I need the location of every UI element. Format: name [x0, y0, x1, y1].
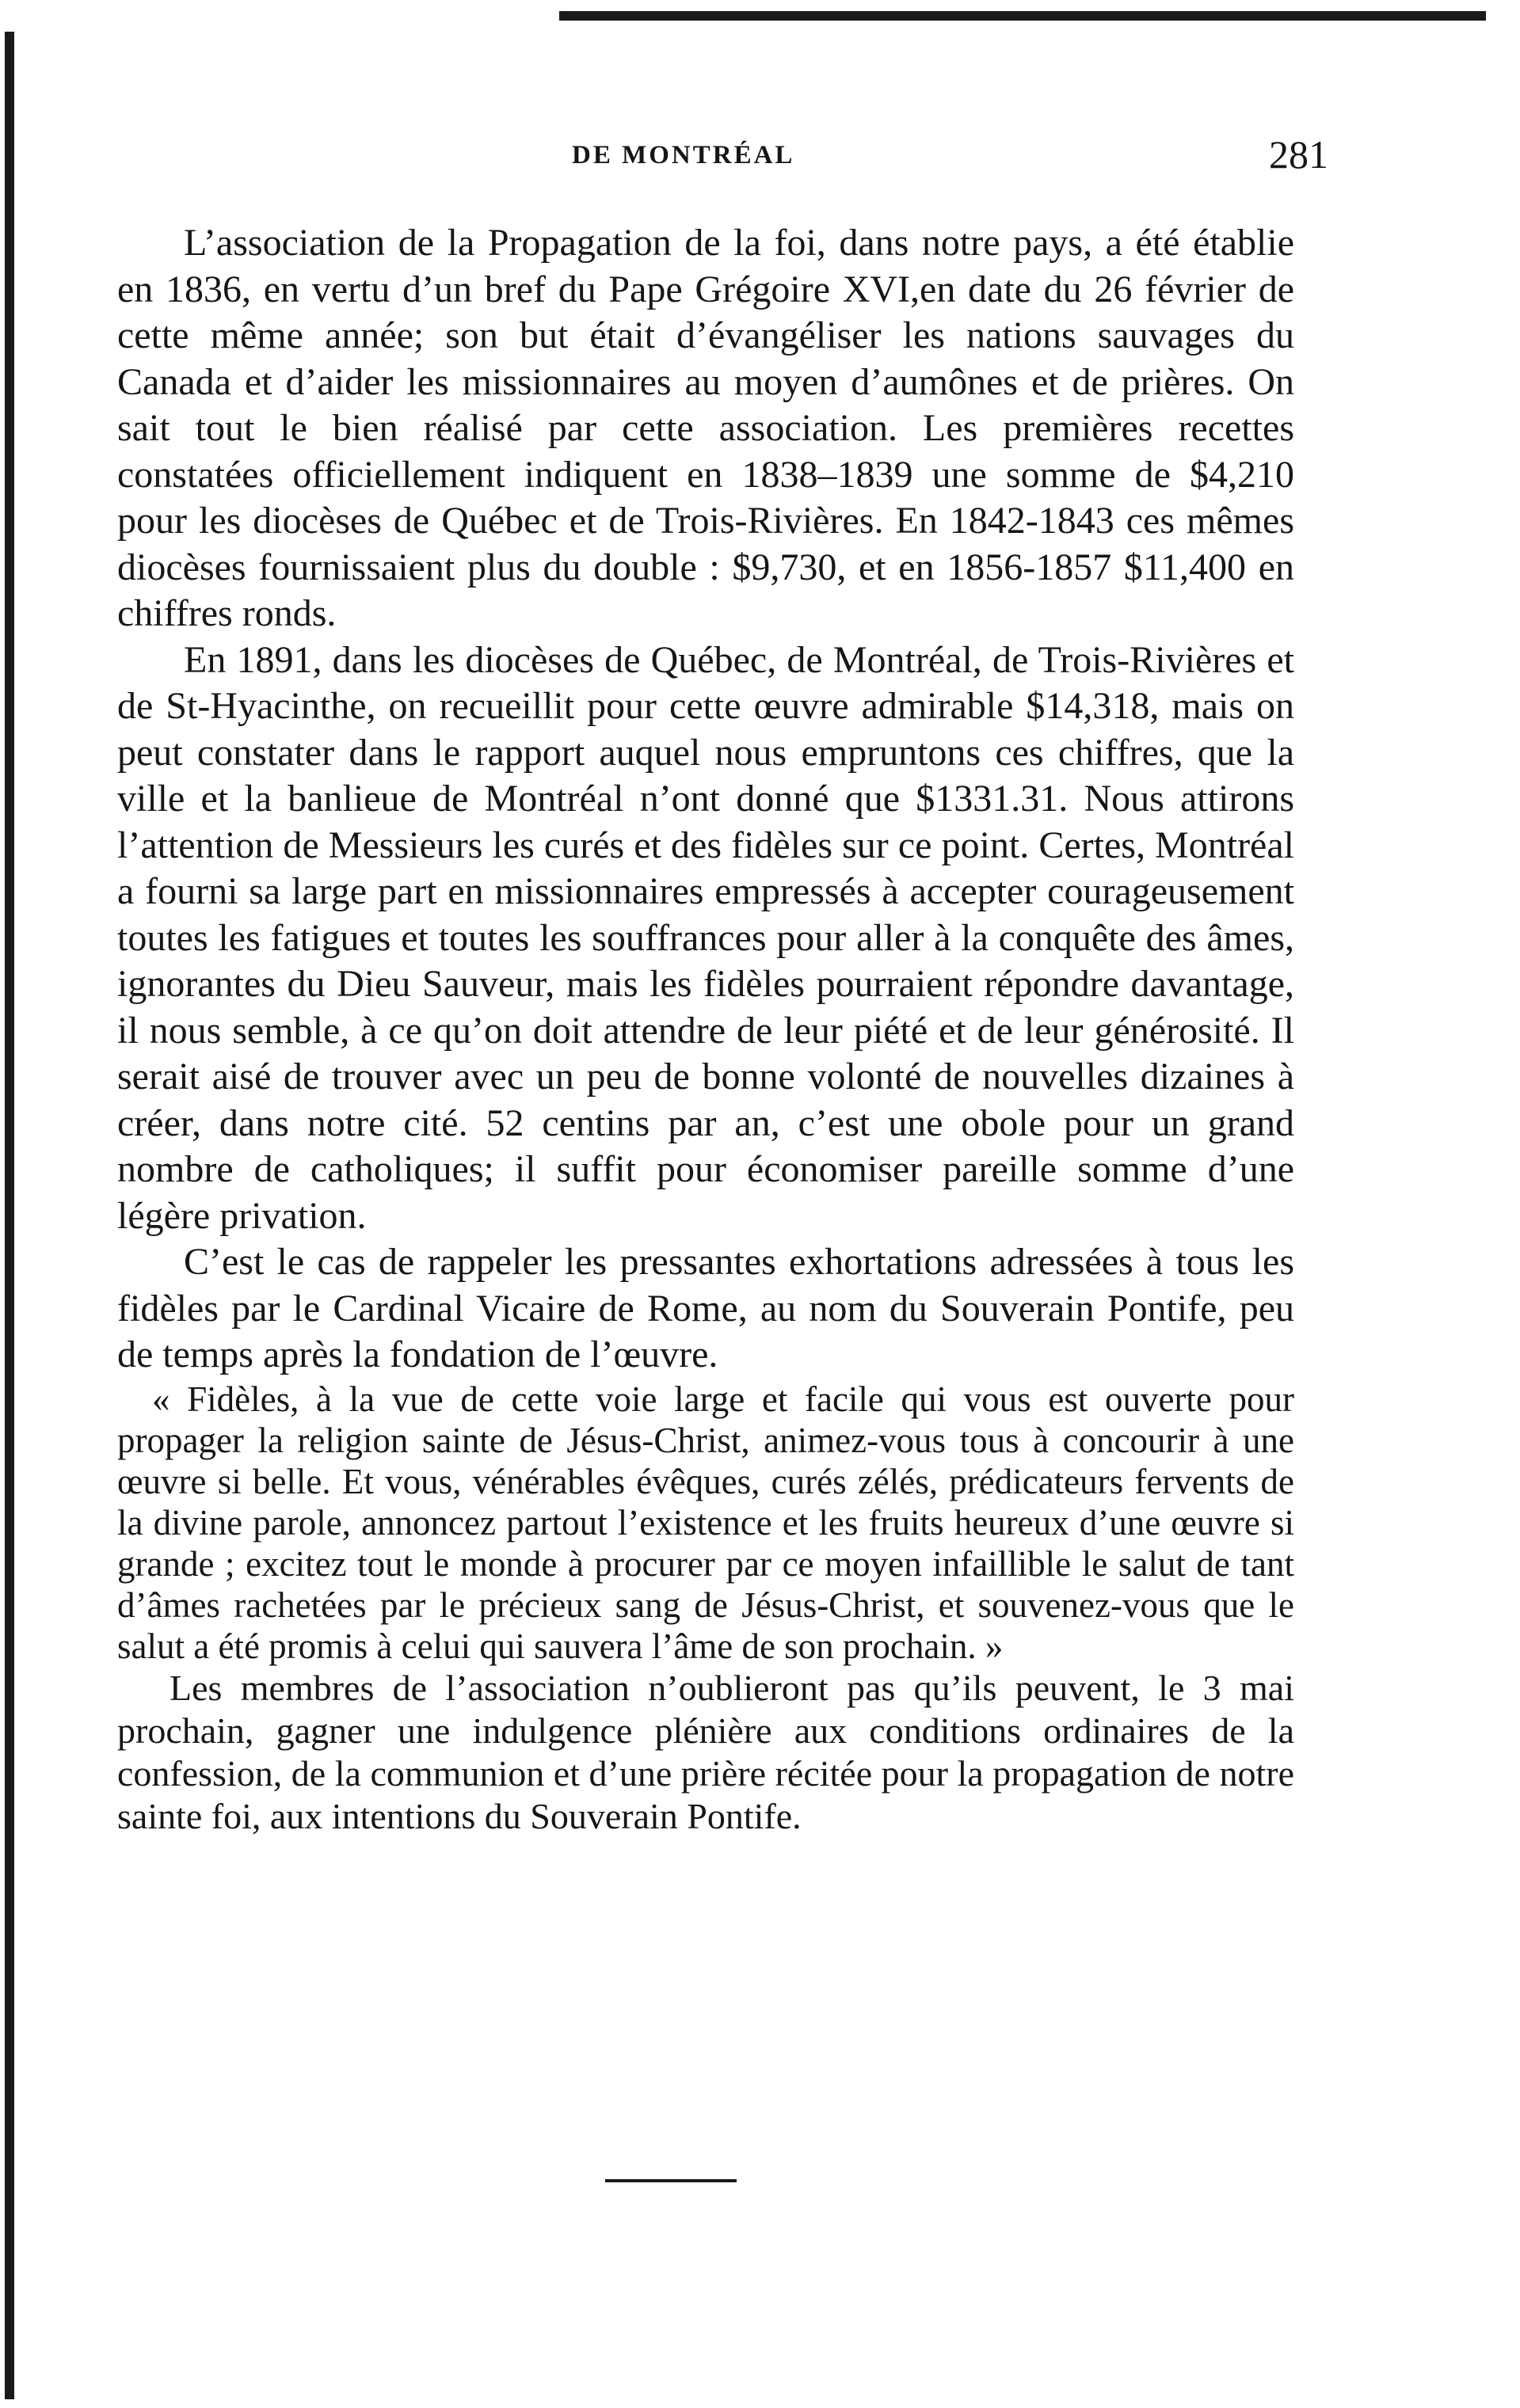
paragraph-exhortation-intro: C’est le cas de rappeler les pressantes exhortations adressées à tous les fidèles par le Cardinal Vicaire de Rome, au nom du Souverain Pontife, peu de temps après la fondation de l’œuvre.	[117, 1241, 1294, 1375]
paragraph-1891-collection: En 1891, dans les diocèses de Québec, de Montréal, de Trois-Rivières et de St-Hyacinthe, on recueillit pour cette œuvre admirable $14,318, mais on peut constater dans le rapport auquel nous empruntons ces chiffres, que la ville et la banlieue de Montréal n’ont donné que $1331.31. Nous attirons l’attention de Messieurs les curés et des fidèles sur ce point. Certes, Montréal a fourni sa large part en missionnaires empressés à accepter courageusement toutes les fatigues et toutes les souffrances pour aller à la conquête des âmes, ignorantes du Dieu Sauveur, mais les fidèles pourraient répondre davantage, il nous semble, à ce qu’on doit attendre de leur piété et de leur générosité. Il serait aisé de trouver avec un peu de bonne volonté de nouvelles dizaines à créer, dans notre cité. 52 centins par an, c’est une obole pour un grand nombre de catholiques; il suffit pour économiser pareille somme d’une légère privation.	[117, 638, 1294, 1237]
body-text	[117, 220, 1294, 1838]
page-edge-shadow	[5, 32, 14, 2399]
paragraph-propagation-history: L’association de la Propagation de la foi, dans notre pays, a été établie en 1836, en vertu d’un bref du Pape Grégoire XVI,en date du 26 février de cette même année; son but était d’évangéliser les nations sauvages du Canada et d’aider les missionnaires au moyen d’aumônes et de prières. On sait tout le bien réalisé par cette association. Les premières recettes constatées officiellement indiquent en 1838–1839 une somme de $4,210 pour les diocèses de Québec et de Trois-Rivières. En 1842-1843 ces mêmes diocèses fournissaient plus du double : $9,730, et en 1856-1857 $11,400 en chiffres ronds.	[117, 222, 1294, 634]
top-border-rule	[559, 11, 1486, 21]
cardinal-quotation: « Fidèles, à la vue de cette voie large et facile qui vous est ouverte pour propager la religion sainte de Jésus-Christ, animez-vous tous à concourir à une œuvre si belle. Et vous, vénérables évêques, curés zélés, prédicateurs fervents de la divine parole, annoncez partout l’existence et les fruits heureux d’une œuvre si grande ; excitez tout le monde à procurer par ce moyen infaillible le salut de tant d’âmes rachetées par le précieux sang de Jésus-Christ, et souvenez-vous que le salut a été promis à celui qui sauvera l’âme de son prochain. »	[117, 1379, 1294, 1666]
running-title: DE MONTRÉAL	[572, 141, 795, 169]
page-number: 281	[1269, 132, 1328, 177]
paragraph-indulgence: Les membres de l’association n’oublieront pas qu’ils peuvent, le 3 mai prochain, gagner une indulgence plénière aux conditions ordinaires de la confession, de la communion et d’une prière récitée pour la propagation de notre sainte foi, aux intentions du Souverain Pontife.	[117, 1667, 1294, 1836]
page-header	[0, 127, 1520, 182]
end-rule	[605, 2179, 737, 2182]
